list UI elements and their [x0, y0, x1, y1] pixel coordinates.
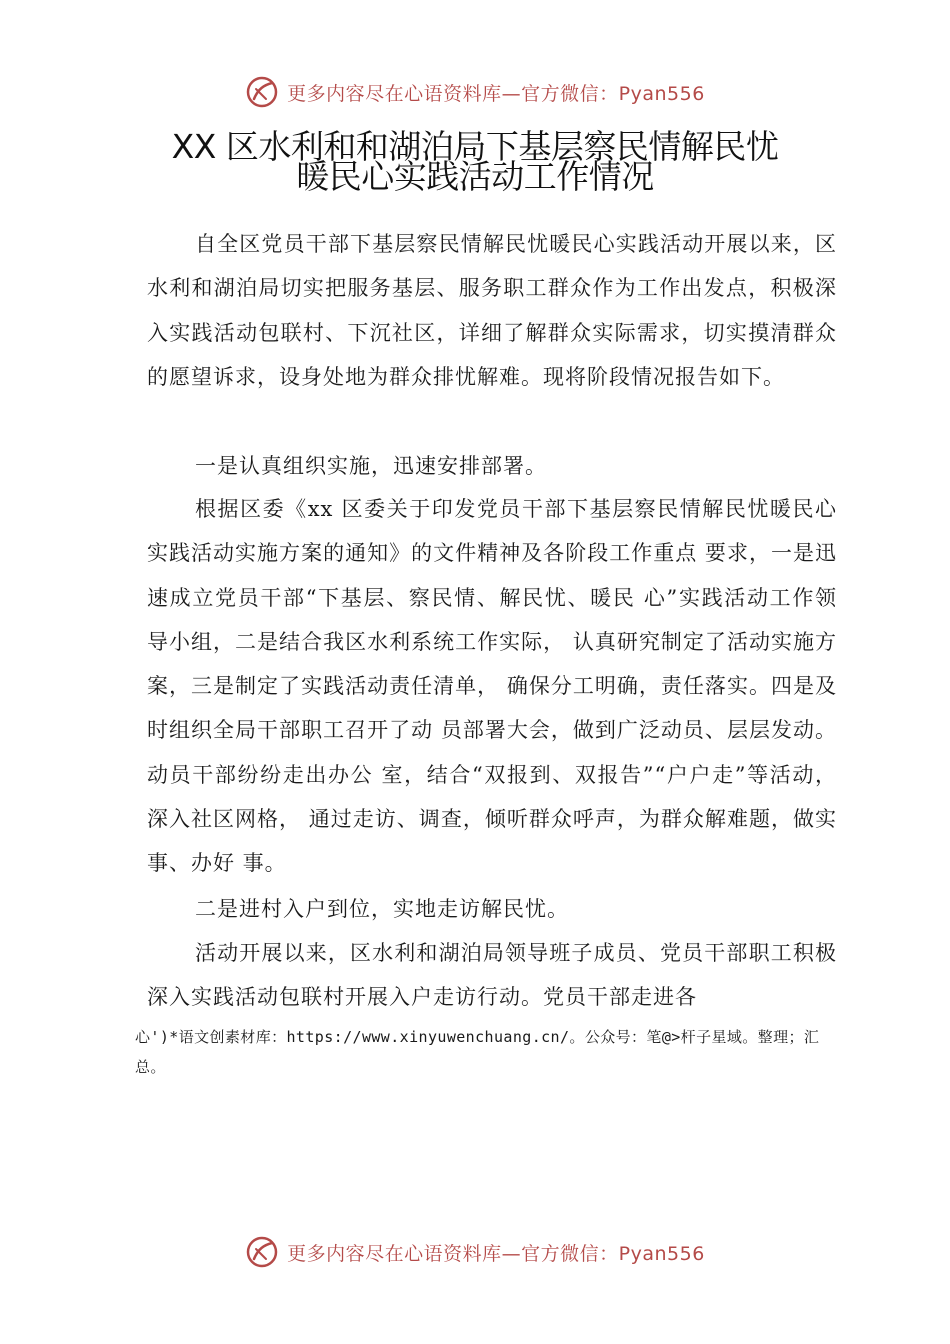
paragraph-body-2	[147, 931, 837, 1020]
paragraph-body-1	[147, 487, 837, 886]
paragraph-intro	[147, 222, 837, 399]
document-title-line-1: XX 区水利和和湖泊局下基层察民情解民忧	[171, 127, 779, 166]
document-title-line-2: 暖民心实践活动工作情况	[296, 157, 654, 196]
paragraph-body-1-text: 根据区委《xx 区委关于印发党员干部下基层察民情解民忧暖民心实践活动实施方案的通知》的文件精神及各阶段工作重点 要求，一是迅速成立党员干部“下基层、察民情、解民忧、暖民 心”实践活动工作领导小组，二是结合我区水利系统工作实际， 认真研究制定了活动实施方案，三是制定了实践活动责任清单， 确保分工明确，责任落实。四是及时组织全局干部职工召开了动 员部署大会，做到广泛动员、层层发动。动员干部纷纷走出办公 室，结合“双报到、双报告”“户户走”等活动，深入社区网格， 通过走访、调查，倾听群众呼声，为群众解难题，做实事、办好 事。	[147, 497, 837, 876]
paragraph-heading-2: 二是进村入户到位，实地走访解民忧。	[195, 897, 569, 921]
watermark-text: 更多内容尽在心语资料库—官方微信：Pyan556	[287, 82, 705, 105]
watermark-text: 更多内容尽在心语资料库—官方微信：Pyan556	[287, 1242, 705, 1265]
header-watermark	[0, 72, 950, 112]
seal-logo-icon	[245, 75, 279, 109]
paragraph-body-2-text: 活动开展以来，区水利和湖泊局领导班子成员、党员干部职工积极深入实践活动包联村开展入户走访行动。党员干部走进各	[147, 941, 837, 1010]
footer-watermark	[0, 1232, 950, 1272]
seal-logo-icon	[245, 1235, 279, 1269]
paragraph-heading-1: 一是认真组织实施，迅速安排部署。	[195, 454, 547, 478]
source-note: 心')*语文创素材库：https://www.xinyuwenchuang.cn/。公众号：笔@>杆子星域。整理；汇总。	[135, 1028, 820, 1076]
paragraph-intro-text: 自全区党员干部下基层察民情解民忧暖民心实践活动开展以来，区水利和湖泊局切实把服务基层、服务职工群众作为工作出发点，积极深入实践活动包联村、下沉社区，详细了解群众实际需求，切实摸清群众的愿望诉求，设身处地为群众排忧解难。现将阶段情况报告如下。	[147, 232, 837, 389]
